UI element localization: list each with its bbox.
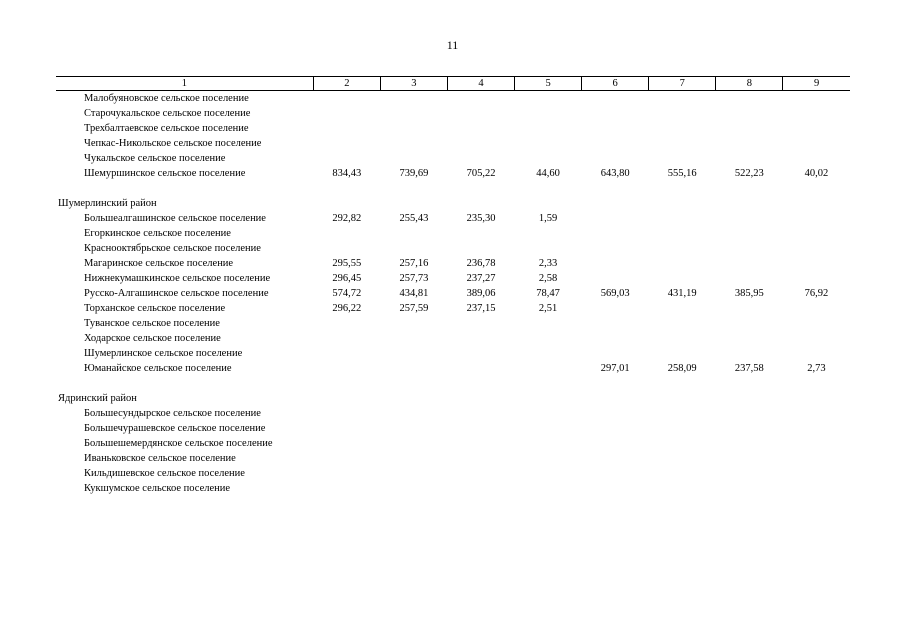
value-cell-col-3 <box>380 151 447 166</box>
value-cell-col-3 <box>380 241 447 256</box>
value-cell-col-4 <box>447 451 514 466</box>
value-cell-col-6 <box>582 301 649 316</box>
value-cell-col-8 <box>716 316 783 331</box>
settlement-name: Трехбалтаевское сельское поселение <box>84 123 249 134</box>
value-cell-col-2 <box>313 346 380 361</box>
value-cell-col-4 <box>447 241 514 256</box>
value-cell-col-5: 2,58 <box>538 273 558 284</box>
table-row <box>56 406 850 421</box>
value-cell-col-6 <box>582 481 649 496</box>
column-header-4: 4 <box>447 77 514 91</box>
value-cell-col-3 <box>380 346 447 361</box>
value-cell-col-9 <box>783 316 850 331</box>
settlement-name: Русско-Алгашинское сельское поселение <box>84 288 269 299</box>
table-row <box>56 166 850 181</box>
value-cell-col-9 <box>783 106 850 121</box>
value-cell-col-6: 643,80 <box>600 168 630 179</box>
value-cell-col-3 <box>380 421 447 436</box>
value-cell-col-2: 295,55 <box>332 258 362 269</box>
value-cell-col-8 <box>716 226 783 241</box>
district-row <box>56 196 850 211</box>
value-cell-col-4 <box>447 421 514 436</box>
table-row <box>56 151 850 166</box>
value-cell-col-5: 2,33 <box>538 258 558 269</box>
value-cell-col-5 <box>515 481 582 496</box>
value-cell-col-9 <box>783 91 850 107</box>
settlement-name: Нижнекумашкинское сельское поселение <box>84 273 271 284</box>
value-cell-col-6 <box>582 151 649 166</box>
value-cell-col-3 <box>380 466 447 481</box>
value-cell-col-4: 705,22 <box>466 168 496 179</box>
value-cell-col-5 <box>515 121 582 136</box>
value-cell-col-3 <box>380 361 447 376</box>
table-header <box>56 77 850 91</box>
value-cell-col-8 <box>716 271 783 286</box>
value-cell-col-6 <box>582 436 649 451</box>
settlement-name: Иваньковское сельское поселение <box>84 453 236 464</box>
value-cell-col-2: 296,22 <box>332 303 362 314</box>
value-cell-col-7 <box>649 226 716 241</box>
value-cell-col-9 <box>783 136 850 151</box>
value-cell-col-6 <box>582 136 649 151</box>
value-cell-col-4 <box>447 436 514 451</box>
value-cell-col-7 <box>649 151 716 166</box>
value-cell-col-4 <box>447 226 514 241</box>
value-cell-col-7 <box>649 316 716 331</box>
value-cell-col-9 <box>783 121 850 136</box>
value-cell-col-6 <box>582 271 649 286</box>
value-cell-col-7 <box>649 121 716 136</box>
value-cell-col-9 <box>783 256 850 271</box>
value-cell-col-7 <box>649 466 716 481</box>
settlement-name: Большечурашевское сельское поселение <box>84 423 266 434</box>
value-cell-col-8 <box>716 121 783 136</box>
table-row <box>56 421 850 436</box>
value-cell-col-7 <box>649 481 716 496</box>
value-cell-col-4: 236,78 <box>466 258 496 269</box>
table-row <box>56 211 850 226</box>
value-cell-col-9: 2,73 <box>807 363 826 374</box>
value-cell-col-7 <box>649 406 716 421</box>
table-row <box>56 436 850 451</box>
settlement-name: Большеалгашинское сельское поселение <box>84 213 266 224</box>
value-cell-col-3: 257,59 <box>399 303 429 314</box>
header-row <box>56 77 850 91</box>
value-cell-col-5 <box>515 151 582 166</box>
value-cell-col-2 <box>313 436 380 451</box>
value-cell-col-4 <box>447 91 514 107</box>
value-cell-col-6 <box>582 91 649 107</box>
value-cell-col-4 <box>447 406 514 421</box>
value-cell-col-2 <box>313 91 380 107</box>
table-row <box>56 481 850 496</box>
value-cell-col-8 <box>716 346 783 361</box>
value-cell-col-2 <box>313 226 380 241</box>
value-cell-col-7 <box>649 136 716 151</box>
value-cell-col-5: 2,51 <box>538 303 558 314</box>
value-cell-col-5 <box>515 466 582 481</box>
table-row <box>56 241 850 256</box>
spacer-row <box>56 376 850 391</box>
value-cell-col-6 <box>582 466 649 481</box>
value-cell-col-3 <box>380 316 447 331</box>
value-cell-col-2 <box>313 136 380 151</box>
value-cell-col-3: 257,16 <box>399 258 429 269</box>
value-cell-col-7 <box>649 241 716 256</box>
value-cell-col-9 <box>783 301 850 316</box>
value-cell-col-9 <box>783 241 850 256</box>
value-cell-col-2 <box>313 451 380 466</box>
value-cell-col-3 <box>380 451 447 466</box>
value-cell-col-6 <box>582 241 649 256</box>
value-cell-col-6 <box>582 421 649 436</box>
value-cell-col-4 <box>447 136 514 151</box>
table-row <box>56 301 850 316</box>
value-cell-col-4 <box>447 346 514 361</box>
value-cell-col-5 <box>515 241 582 256</box>
value-cell-col-2 <box>313 361 380 376</box>
settlement-name: Чукальское сельское поселение <box>84 153 226 164</box>
column-header-7: 7 <box>649 77 716 91</box>
data-table <box>56 76 850 496</box>
value-cell-col-9 <box>783 421 850 436</box>
page-number: 11 <box>446 38 459 52</box>
settlement-name: Старочукальское сельское поселение <box>84 108 251 119</box>
value-cell-col-2 <box>313 316 380 331</box>
value-cell-col-5 <box>515 406 582 421</box>
table-row <box>56 286 850 301</box>
value-cell-col-7: 258,09 <box>667 363 697 374</box>
value-cell-col-8 <box>716 211 783 226</box>
value-cell-col-7 <box>649 346 716 361</box>
settlement-name: Краснооктябрьское сельское поселение <box>84 243 261 254</box>
value-cell-col-7 <box>649 451 716 466</box>
value-cell-col-5 <box>515 451 582 466</box>
column-header-9: 9 <box>783 77 850 91</box>
value-cell-col-9 <box>783 151 850 166</box>
spacer-row <box>56 181 850 196</box>
value-cell-col-7 <box>649 301 716 316</box>
value-cell-col-2: 292,82 <box>332 213 362 224</box>
spacer-cell <box>56 376 850 391</box>
value-cell-col-9 <box>783 466 850 481</box>
value-cell-col-4 <box>447 481 514 496</box>
value-cell-col-6 <box>582 451 649 466</box>
value-cell-col-3 <box>380 436 447 451</box>
value-cell-col-6 <box>582 121 649 136</box>
value-cell-col-8 <box>716 331 783 346</box>
spacer-cell <box>56 181 850 196</box>
table-row <box>56 91 850 107</box>
settlement-name: Туванское сельское поселение <box>84 318 220 329</box>
value-cell-col-7 <box>649 211 716 226</box>
value-cell-col-8 <box>716 301 783 316</box>
value-cell-col-6 <box>582 106 649 121</box>
value-cell-col-8 <box>716 256 783 271</box>
value-cell-col-9 <box>783 346 850 361</box>
value-cell-col-2 <box>313 121 380 136</box>
value-cell-col-6: 297,01 <box>600 363 630 374</box>
value-cell-col-6 <box>582 226 649 241</box>
value-cell-col-8 <box>716 151 783 166</box>
value-cell-col-4 <box>447 106 514 121</box>
value-cell-col-8: 522,23 <box>734 168 764 179</box>
table-row <box>56 451 850 466</box>
value-cell-col-3 <box>380 226 447 241</box>
table-row <box>56 106 850 121</box>
value-cell-col-7 <box>649 421 716 436</box>
value-cell-col-2 <box>313 241 380 256</box>
table-body <box>56 91 850 497</box>
value-cell-col-3 <box>380 331 447 346</box>
table-row <box>56 316 850 331</box>
value-cell-col-2 <box>313 331 380 346</box>
column-header-1: 1 <box>56 77 313 91</box>
value-cell-col-3 <box>380 406 447 421</box>
value-cell-col-8 <box>716 241 783 256</box>
column-header-6: 6 <box>582 77 649 91</box>
district-name: Ядринский район <box>58 393 137 404</box>
value-cell-col-6 <box>582 256 649 271</box>
settlement-name: Большешемердянское сельское поселение <box>84 438 273 449</box>
value-cell-col-9 <box>783 406 850 421</box>
value-cell-col-7 <box>649 256 716 271</box>
value-cell-col-9 <box>783 211 850 226</box>
value-cell-col-8 <box>716 466 783 481</box>
value-cell-col-5 <box>515 136 582 151</box>
value-cell-col-2 <box>313 106 380 121</box>
value-cell-col-3 <box>380 136 447 151</box>
value-cell-col-2 <box>313 481 380 496</box>
column-header-3: 3 <box>380 77 447 91</box>
value-cell-col-2: 834,43 <box>332 168 362 179</box>
value-cell-col-9 <box>783 226 850 241</box>
settlement-name: Торханское сельское поселение <box>84 303 226 314</box>
value-cell-col-6 <box>582 331 649 346</box>
value-cell-col-5 <box>515 346 582 361</box>
settlement-name: Ходарское сельское поселение <box>84 333 221 344</box>
value-cell-col-5 <box>515 226 582 241</box>
value-cell-col-5 <box>515 316 582 331</box>
value-cell-col-7 <box>649 436 716 451</box>
value-cell-col-3: 255,43 <box>399 213 429 224</box>
settlement-name: Малобуяновское сельское поселение <box>84 93 249 104</box>
value-cell-col-4 <box>447 121 514 136</box>
value-cell-col-3 <box>380 121 447 136</box>
value-cell-col-2 <box>313 466 380 481</box>
value-cell-col-9: 76,92 <box>804 288 829 299</box>
value-cell-col-8 <box>716 406 783 421</box>
settlement-name: Шемуршинское сельское поселение <box>84 168 246 179</box>
value-cell-col-9 <box>783 271 850 286</box>
district-name: Шумерлинский район <box>58 198 157 209</box>
column-header-2: 2 <box>313 77 380 91</box>
column-header-8: 8 <box>716 77 783 91</box>
value-cell-col-9 <box>783 436 850 451</box>
value-cell-col-2 <box>313 151 380 166</box>
value-cell-col-8 <box>716 451 783 466</box>
value-cell-col-3 <box>380 91 447 107</box>
value-cell-col-8 <box>716 436 783 451</box>
value-cell-col-4: 237,15 <box>466 303 496 314</box>
value-cell-col-3 <box>380 481 447 496</box>
settlement-name: Юманайское сельское поселение <box>84 363 232 374</box>
value-cell-col-8 <box>716 481 783 496</box>
value-cell-col-8 <box>716 421 783 436</box>
value-cell-col-4 <box>447 331 514 346</box>
settlement-name: Кукшумское сельское поселение <box>84 483 231 494</box>
value-cell-col-6 <box>582 346 649 361</box>
settlement-name: Шумерлинское сельское поселение <box>84 348 243 359</box>
value-cell-col-5: 44,60 <box>536 168 560 179</box>
value-cell-col-3: 434,81 <box>399 288 429 299</box>
value-cell-col-5 <box>515 106 582 121</box>
value-cell-col-8: 385,95 <box>734 288 764 299</box>
value-cell-col-8 <box>716 106 783 121</box>
value-cell-col-3 <box>380 106 447 121</box>
value-cell-col-8: 237,58 <box>734 363 764 374</box>
value-cell-col-4 <box>447 466 514 481</box>
table-row <box>56 136 850 151</box>
table-row <box>56 361 850 376</box>
value-cell-col-4: 237,27 <box>466 273 496 284</box>
table-row <box>56 226 850 241</box>
value-cell-col-7 <box>649 106 716 121</box>
value-cell-col-5: 1,59 <box>538 213 558 224</box>
value-cell-col-5 <box>515 331 582 346</box>
settlement-name: Кильдишевское сельское поселение <box>84 468 245 479</box>
value-cell-col-3: 739,69 <box>399 168 429 179</box>
value-cell-col-4: 389,06 <box>466 288 496 299</box>
value-cell-col-9 <box>783 481 850 496</box>
value-cell-col-9: 40,02 <box>804 168 829 179</box>
value-cell-col-4 <box>447 316 514 331</box>
settlement-name: Большесундырское сельское поселение <box>84 408 261 419</box>
value-cell-col-6: 569,03 <box>600 288 630 299</box>
table-row <box>56 466 850 481</box>
value-cell-col-4: 235,30 <box>466 213 496 224</box>
value-cell-col-7 <box>649 91 716 107</box>
value-cell-col-5 <box>515 361 582 376</box>
settlement-name: Чепкас-Никольское сельское поселение <box>84 138 262 149</box>
table-row <box>56 346 850 361</box>
value-cell-col-2: 574,72 <box>332 288 362 299</box>
value-cell-col-5 <box>515 91 582 107</box>
settlement-name: Егоркинское сельское поселение <box>84 228 231 239</box>
value-cell-col-5 <box>515 421 582 436</box>
value-cell-col-5: 78,47 <box>536 288 560 299</box>
value-cell-col-7 <box>649 271 716 286</box>
value-cell-col-2 <box>313 421 380 436</box>
value-cell-col-2 <box>313 406 380 421</box>
value-cell-col-7: 431,19 <box>667 288 697 299</box>
value-cell-col-2: 296,45 <box>332 273 362 284</box>
value-cell-col-4 <box>447 361 514 376</box>
value-cell-col-7 <box>649 331 716 346</box>
value-cell-col-6 <box>582 406 649 421</box>
value-cell-col-8 <box>716 91 783 107</box>
column-header-5: 5 <box>515 77 582 91</box>
value-cell-col-7: 555,16 <box>667 168 697 179</box>
settlement-name: Магаринское сельское поселение <box>84 258 234 269</box>
value-cell-col-9 <box>783 331 850 346</box>
district-row <box>56 391 850 406</box>
value-cell-col-6 <box>582 211 649 226</box>
table-row <box>56 271 850 286</box>
table-row <box>56 331 850 346</box>
table-row <box>56 121 850 136</box>
value-cell-col-9 <box>783 451 850 466</box>
table-row <box>56 256 850 271</box>
value-cell-col-8 <box>716 136 783 151</box>
value-cell-col-3: 257,73 <box>399 273 429 284</box>
value-cell-col-6 <box>582 316 649 331</box>
value-cell-col-4 <box>447 151 514 166</box>
value-cell-col-5 <box>515 436 582 451</box>
